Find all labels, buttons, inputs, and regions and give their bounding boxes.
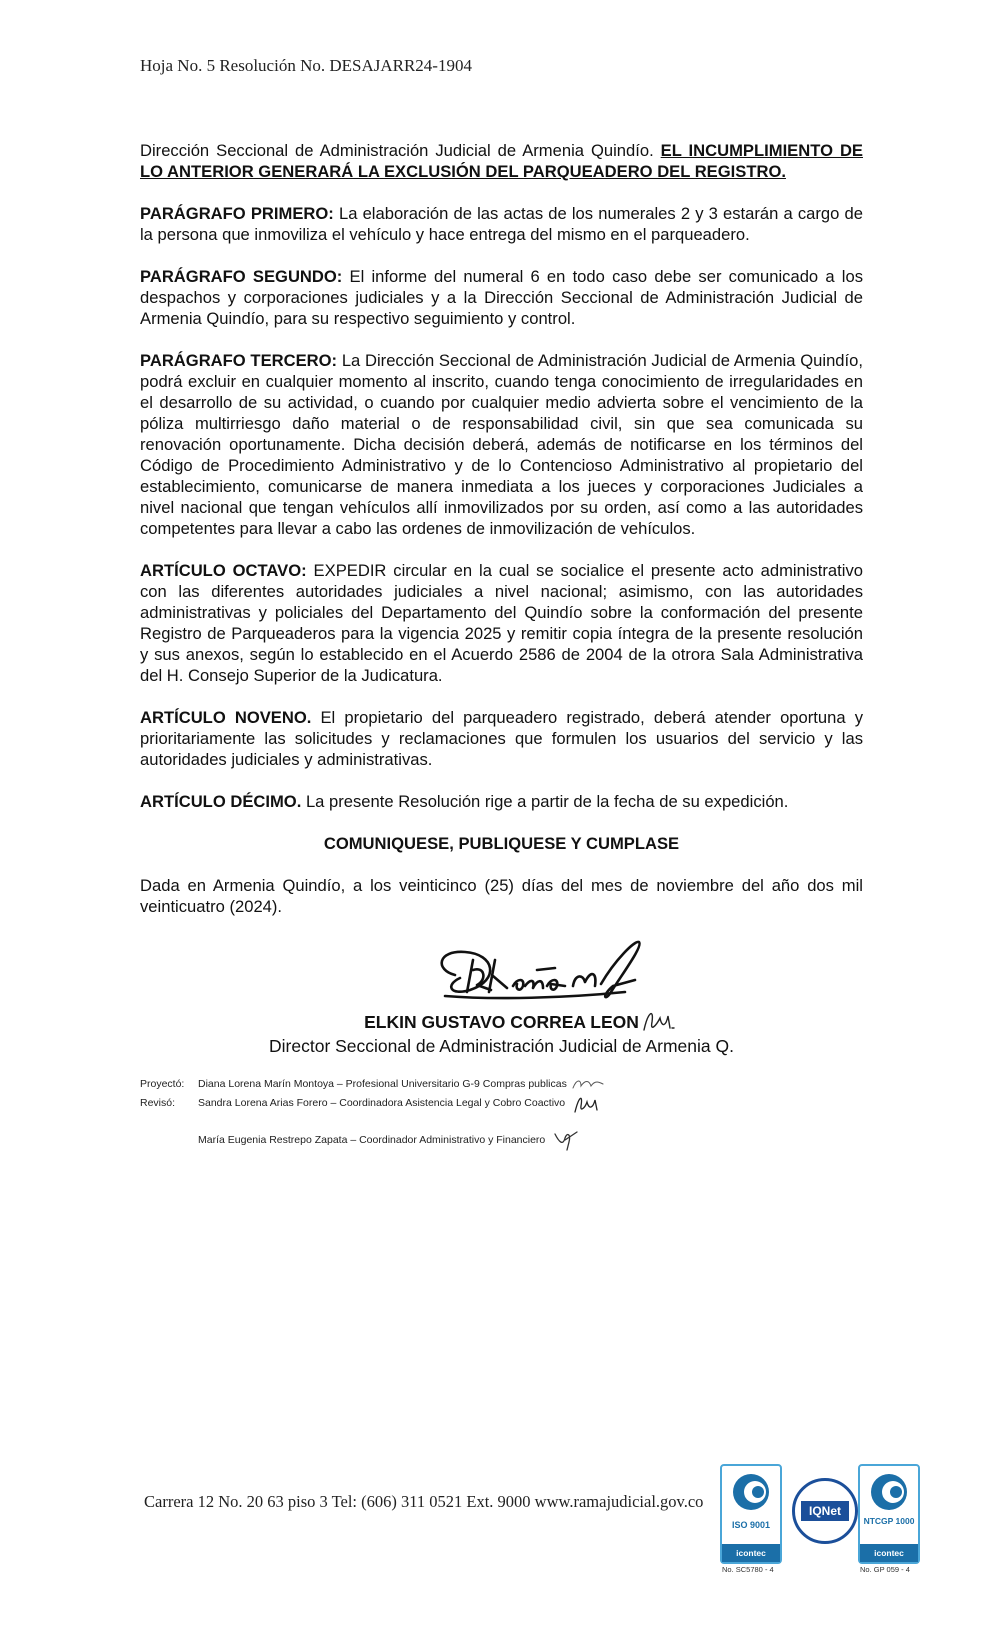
- initials-mark: [640, 1006, 676, 1034]
- initials-mark: [551, 1128, 581, 1152]
- article-text: EXPEDIR circular en la cual se socialice el presente acto administrativo con las diferentes autoridades judiciales a nivel nacional; asimismo, con las autoridades administrativas y policiales del Departamento del Quindío sobre la conformación del presente Registro de Parqueaderos para la vigencia 2025 y remitir copia íntegra de la presente resolución y sus anexos, según lo establecido en el Acuerdo 2586 de 2004 de la otrora Sala Administrativa del H. Consejo Superior de la Judicatura.: [140, 561, 863, 685]
- iqnet-label: IQNet: [801, 1501, 849, 1521]
- footer-contact: Carrera 12 No. 20 63 piso 3 Tel: (606) 311 0521 Ext. 9000 www.ramajudicial.gov.co: [144, 1492, 704, 1511]
- article-label: ARTÍCULO OCTAVO:: [140, 561, 307, 580]
- ntcgp-certificate-number: No. GP 059 - 4: [860, 1565, 910, 1574]
- paragraph-primero: [140, 203, 863, 245]
- paragraph-label: PARÁGRAFO TERCERO:: [140, 351, 338, 370]
- initials-mark: [571, 1076, 605, 1092]
- credit-projected: [140, 1076, 605, 1092]
- credit-reviewed: [140, 1092, 605, 1114]
- icontec-brand: icontec: [860, 1544, 918, 1562]
- closing-title: COMUNIQUESE, PUBLIQUESE Y CUMPLASE: [323, 834, 680, 853]
- ntcgp-label: NTCGP 1000: [863, 1516, 915, 1526]
- icontec-brand: icontec: [722, 1544, 780, 1562]
- paragraph-label: PARÁGRAFO PRIMERO:: [140, 204, 334, 223]
- articulo-noveno: [140, 707, 863, 770]
- paragraph-continuation: [140, 140, 863, 182]
- paragraph-segundo: [140, 266, 863, 329]
- credit-text: Diana Lorena Marín Montoya – Profesional Universitario G-9 Compras publicas: [198, 1078, 567, 1090]
- credit-label: Proyectó:: [140, 1078, 185, 1090]
- signer-name: ELKIN GUSTAVO CORREA LEON: [364, 1012, 639, 1032]
- articulo-decimo: [140, 791, 863, 812]
- initials-mark: [571, 1092, 601, 1114]
- handwritten-signature: [425, 930, 655, 1010]
- signer-title: Director Seccional de Administración Judicial de Armenia Q.: [269, 1036, 734, 1056]
- icontec-c-icon: [860, 1470, 918, 1516]
- iso-certificate-number: No. SC5780 - 4: [722, 1565, 774, 1574]
- iso-label: ISO 9001: [731, 1520, 771, 1530]
- paragraph-text: El informe del numeral 6 en todo caso debe ser comunicado a los despachos y corporaciones judiciales y a la Dirección Seccional de Administración Judicial de Armenia Quindío, para su respectivo seguimiento y control.: [140, 267, 863, 328]
- certification-logos: [720, 1464, 920, 1589]
- credit-text: María Eugenia Restrepo Zapata – Coordinador Administrativo y Financiero: [198, 1134, 546, 1146]
- credit-coordinator: [198, 1128, 605, 1152]
- iso-9001-logo: [720, 1464, 782, 1564]
- credit-label: Revisó:: [140, 1097, 176, 1109]
- article-label: ARTÍCULO NOVENO.: [140, 708, 312, 727]
- article-text: La presente Resolución rige a partir de la fecha de su expedición.: [301, 792, 789, 811]
- articulo-octavo: [140, 560, 863, 686]
- iqnet-logo: [792, 1478, 858, 1544]
- paragraph-text: La elaboración de las actas de los numerales 2 y 3 estarán a cargo de la persona que inmoviliza el vehículo y hace entrega del mismo en el parqueadero.: [140, 204, 863, 244]
- credit-text: Sandra Lorena Arias Forero – Coordinadora Asistencia Legal y Cobro Coactivo: [198, 1097, 566, 1109]
- paragraph-tercero: [140, 350, 863, 539]
- page-header: Hoja No. 5 Resolución No. DESAJARR24-1904: [140, 56, 472, 75]
- credits-block: [140, 1076, 605, 1152]
- date-paragraph: Dada en Armenia Quindío, a los veinticinco (25) días del mes de noviembre del año dos mil veinticuatro (2024).: [140, 876, 863, 916]
- paragraph-text: Dirección Seccional de Administración Judicial de Armenia Quindío.: [140, 141, 661, 160]
- paragraph-text: La Dirección Seccional de Administración Judicial de Armenia Quindío, podrá excluir en cualquier momento al inscrito, cuando tenga conocimiento de irregularidades en el desarrollo de su actividad, o cuando por cualquier medio advierta sobre el vencimiento de la póliza multirriesgo daño material o de responsabilidad civil, sin que sea comunicada su renovación oportunamente. Dicha decisión deberá, además de notificarse en los términos del Código de Procedimiento Administrativo y de lo Contencioso Administrativo al propietario del establecimiento, comunicarse de manera inmediata a los jueces y corporaciones Judiciales a nivel nacional que tengan vehículos allí inmovilizados por su orden, así como a las autoridades competentes para llevar a cabo las ordenes de inmovilización de vehículos.: [140, 351, 863, 538]
- document-body: [140, 140, 863, 938]
- article-text: El propietario del parqueadero registrado, deberá atender oportuna y prioritariamente las solicitudes y reclamaciones que formulen los usuarios del servicio y las autoridades judiciales y administrativas.: [140, 708, 863, 769]
- paragraph-label: PARÁGRAFO SEGUNDO:: [140, 267, 343, 286]
- article-label: ARTÍCULO DÉCIMO.: [140, 792, 302, 811]
- icontec-c-icon: [722, 1470, 780, 1516]
- ntcgp-1000-logo: [858, 1464, 920, 1564]
- exclusion-warning: EL INCUMPLIMIENTO DE LO ANTERIOR GENERARÁ LA EXCLUSIÓN DEL PARQUEADERO DEL REGISTRO.: [140, 141, 863, 181]
